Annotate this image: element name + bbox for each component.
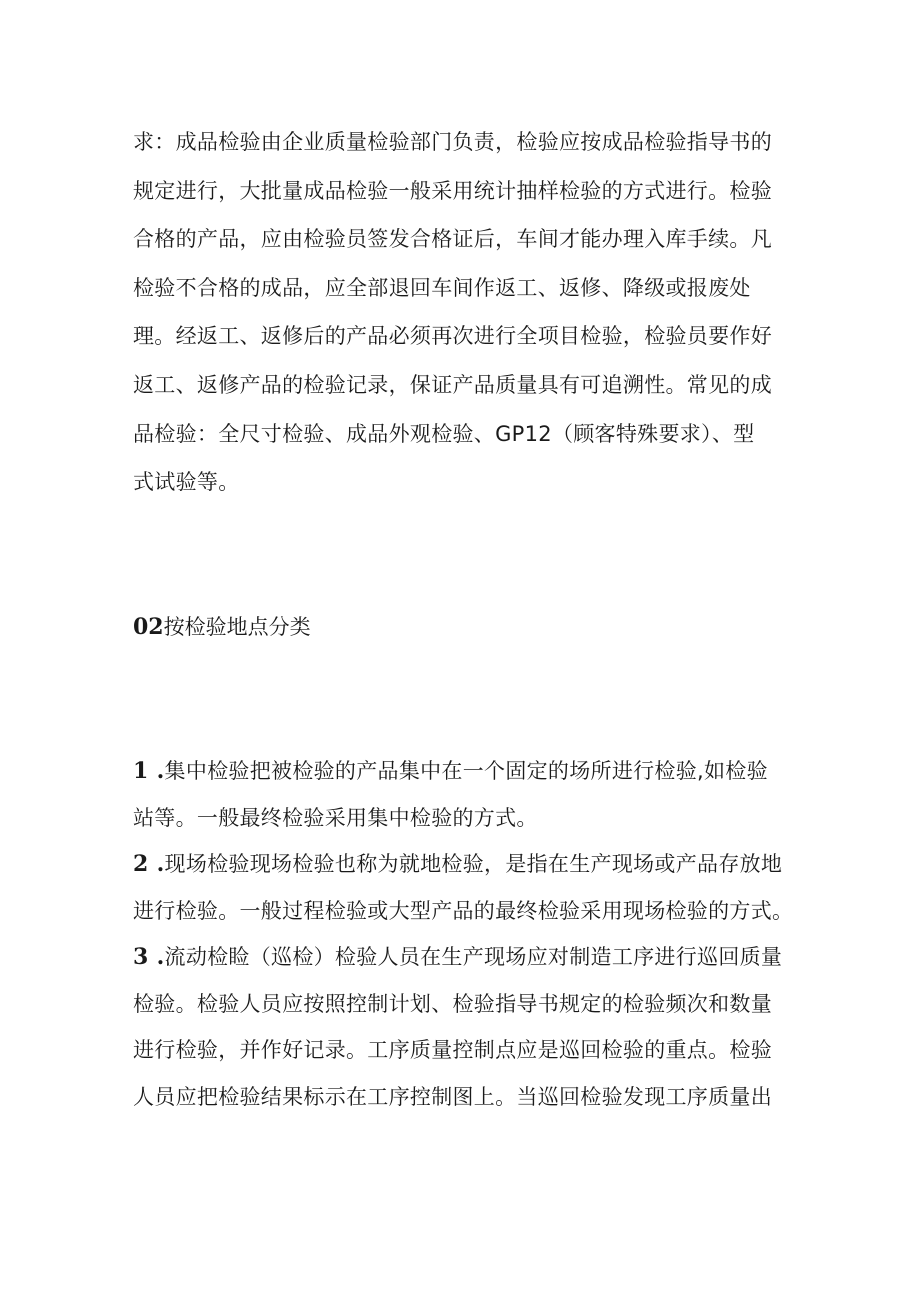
list-item-marker: . (148, 758, 165, 784)
intro-line: 求：成品检验由企业质量检验部门负责，检验应按成品检验指导书的 (133, 130, 772, 154)
list-item-text: 现场检验现场检验也称为就地检验，是指在生产现场或产品存放地 (164, 852, 783, 876)
list-item-text: 集中检验把被检验的产品集中在一个固定的场所进行检验,如检验 (164, 759, 768, 783)
section-heading (133, 607, 311, 647)
list-item-line: 人员应把检验结果标示在工序控制图上。当巡回检验发现工序质量出 (133, 1084, 772, 1109)
intro-paragraph (133, 118, 803, 507)
list-item-line (133, 748, 803, 795)
intro-line: 合格的产品，应由检验员签发合格证后，车间才能办理入库手续。凡 (133, 227, 772, 252)
numbered-list (133, 748, 803, 1120)
list-item-line: 检验。检验人员应按照控制计划、检验指导书规定的检验频次和数量 (133, 991, 772, 1016)
list-item-number: 3 (133, 944, 149, 970)
section-number: 02 (133, 614, 164, 640)
list-item (133, 748, 803, 841)
list-item (133, 841, 803, 934)
list-item-marker: . (148, 851, 165, 877)
list-item-line (133, 841, 803, 888)
intro-line: 理。经返工、返修后的产品必须再次进行全项目检验，检验员要作好 (133, 324, 772, 349)
list-item-number: 2 (133, 851, 149, 877)
intro-line: 规定进行，大批量成品检验一般采用统计抽样检验的方式进行。检验 (133, 178, 772, 203)
intro-line: 检验不合格的成品，应全部退回车间作返工、返修、降级或报废处 (133, 275, 751, 300)
intro-line: 品检验：全尺寸检验、成品外观检验、GP12（顾客特殊要求）、型 (133, 421, 755, 446)
section-title: 按检验地点分类 (163, 615, 311, 639)
list-item-text: 流动检睑（巡检）检验人员在生产现场应对制造工序进行巡回质量 (164, 945, 783, 969)
list-item-line: 进行检验。一般过程检验或大型产品的最终检验采用现场检验的方式。 (133, 898, 794, 923)
list-item-number: 1 (133, 758, 149, 784)
list-item-line (133, 934, 803, 981)
list-item-line: 站等。一般最终检验采用集中检验的方式。 (133, 805, 538, 830)
intro-line: 式试验等。 (133, 470, 240, 495)
list-item-marker: . (148, 944, 165, 970)
intro-line: 返工、返修产品的检验记录，保证产品质量具有可追溯性。常见的成 (133, 372, 772, 397)
list-item-line: 进行检验，并作好记录。工序质量控制点应是巡回检验的重点。检验 (133, 1038, 772, 1062)
list-item (133, 934, 803, 1120)
